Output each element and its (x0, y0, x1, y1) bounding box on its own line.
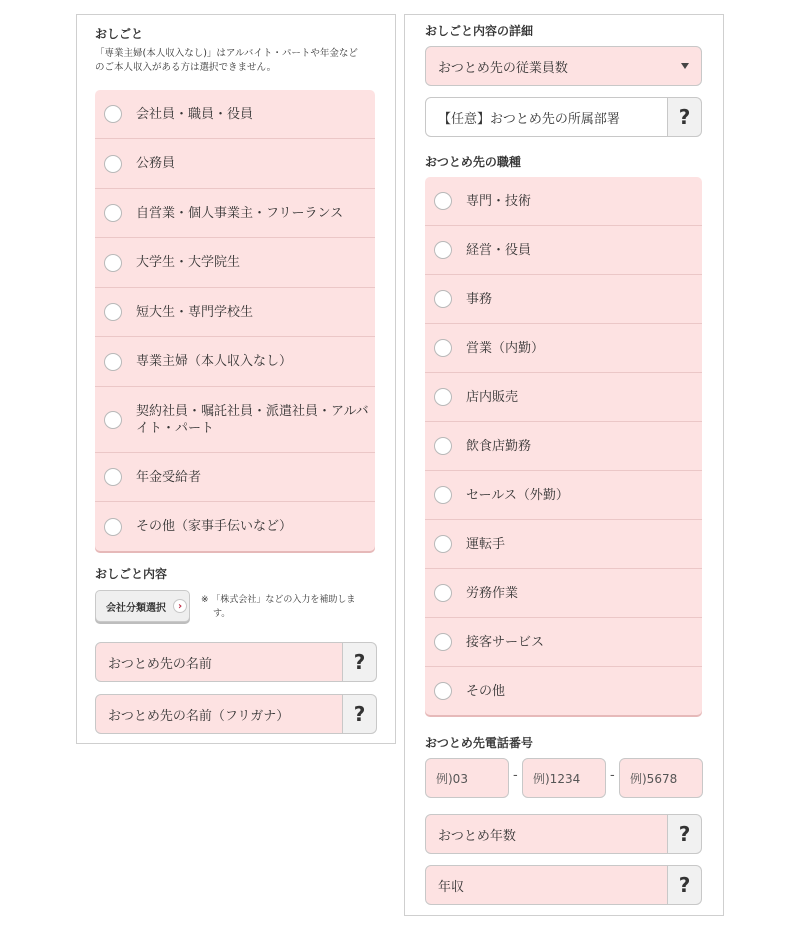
job-details-panel (404, 14, 724, 916)
radio-button[interactable] (104, 105, 122, 123)
job-type-radio-group (425, 177, 702, 715)
radio-button[interactable] (104, 155, 122, 173)
radio-button[interactable] (434, 388, 452, 406)
occupation-title: おしごと (95, 27, 144, 41)
radio-button[interactable] (434, 633, 452, 651)
company-note (201, 593, 387, 621)
occupation-option[interactable] (95, 90, 375, 139)
phone-prefix-input[interactable]: 例)1234 (522, 758, 606, 798)
job-type-option-label: その他 (466, 683, 506, 699)
help-icon[interactable]: ? (668, 97, 702, 137)
job-type-option-label: セールス（外勤） (466, 487, 569, 503)
job-type-option-label: 店内販売 (466, 389, 519, 405)
job-type-option-label: 労務作業 (466, 585, 519, 601)
occupation-note (95, 47, 385, 75)
job-type-option[interactable] (425, 324, 702, 373)
radio-button[interactable] (434, 682, 452, 700)
department-field (425, 97, 702, 137)
years-employed-field (425, 814, 702, 854)
company-note-line1: ※ 「株式会社」などの入力を補助しま (201, 595, 356, 605)
job-type-option[interactable] (425, 667, 702, 715)
radio-button[interactable] (104, 254, 122, 272)
radio-button[interactable] (434, 290, 452, 308)
occupation-option-label: 大学生・大学院生 (136, 255, 241, 270)
job-type-option[interactable] (425, 569, 702, 618)
help-icon[interactable]: ? (668, 865, 702, 905)
occupation-option-label: 年金受給者 (136, 469, 202, 485)
radio-button[interactable] (104, 303, 122, 321)
radio-button[interactable] (434, 535, 452, 553)
phone-separator: - (610, 768, 615, 783)
details-title: おしごと内容の詳細 (425, 24, 534, 38)
dropdown-arrow-icon (681, 63, 689, 69)
phone-line-input[interactable]: 例)5678 (619, 758, 703, 798)
radio-button[interactable] (104, 518, 122, 536)
radio-button[interactable] (104, 468, 122, 486)
radio-button[interactable] (434, 584, 452, 602)
occupation-option-label: 契約社員・嘱託社員・派遣社員・アルバイト・パート (136, 403, 369, 436)
job-type-title: おつとめ先の職種 (425, 155, 521, 169)
department-input[interactable]: 【任意】おつとめ先の所属部署 (425, 97, 668, 137)
occupation-option-label: 自営業・個人事業主・フリーランス (136, 205, 344, 221)
job-type-option-label: 経営・役員 (466, 242, 532, 258)
job-type-option[interactable] (425, 226, 702, 275)
radio-button[interactable] (434, 192, 452, 210)
occupation-option-label: 短大生・専門学校生 (136, 304, 254, 320)
occupation-option-label: その他（家事手伝いなど） (136, 519, 293, 534)
job-type-option[interactable] (425, 520, 702, 569)
occupation-option-label: 会社員・職員・役員 (136, 106, 254, 122)
radio-button[interactable] (104, 353, 122, 371)
job-type-option[interactable] (425, 618, 702, 667)
phone-title: おつとめ先電話番号 (425, 736, 533, 750)
occupation-note-line1: 「専業主婦(本人収入なし)」はアルバイト・パートや年金など (95, 48, 358, 59)
help-icon[interactable]: ? (343, 694, 377, 734)
company-note-line2: す。 (213, 609, 231, 619)
job-content-title: おしごと内容 (95, 567, 168, 581)
radio-button[interactable] (434, 437, 452, 455)
occupation-option[interactable] (95, 189, 375, 238)
occupation-option[interactable] (95, 288, 375, 337)
years-employed-input[interactable]: おつとめ年数 (425, 814, 668, 854)
occupation-option[interactable] (95, 387, 375, 453)
employer-kana-field (95, 694, 377, 734)
employer-name-field (95, 642, 377, 682)
job-type-option[interactable] (425, 177, 702, 226)
company-category-label: 会社分類選択 (106, 602, 166, 614)
occupation-radio-group (95, 90, 375, 551)
radio-button[interactable] (434, 486, 452, 504)
occupation-option[interactable] (95, 337, 375, 387)
occupation-note-line2: のご本人収入がある方は選択できません。 (95, 62, 277, 73)
radio-button[interactable] (104, 411, 122, 429)
phone-separator: - (513, 768, 518, 783)
radio-button[interactable] (104, 204, 122, 222)
employer-name-input[interactable]: おつとめ先の名前 (95, 642, 343, 682)
chevron-right-icon: › (173, 599, 187, 613)
company-category-button[interactable] (95, 590, 190, 622)
job-type-option[interactable] (425, 422, 702, 471)
occupation-option[interactable] (95, 139, 375, 189)
job-type-option[interactable] (425, 275, 702, 324)
radio-button[interactable] (434, 339, 452, 357)
employees-select-value: おつとめ先の従業員数 (438, 60, 568, 76)
help-icon[interactable]: ? (343, 642, 377, 682)
occupation-panel (76, 14, 396, 744)
employer-kana-input[interactable]: おつとめ先の名前（フリガナ） (95, 694, 343, 734)
phone-area-code-input[interactable]: 例)03 (425, 758, 509, 798)
job-type-option-label: 専門・技術 (466, 193, 532, 209)
annual-income-field (425, 865, 702, 905)
employees-select-box[interactable] (425, 46, 702, 86)
job-type-option-label: 接客サービス (466, 634, 545, 650)
job-type-option-label: 運転手 (466, 536, 506, 552)
annual-income-input[interactable]: 年収 (425, 865, 668, 905)
occupation-option[interactable] (95, 502, 375, 551)
occupation-option-label: 公務員 (136, 156, 176, 171)
radio-button[interactable] (434, 241, 452, 259)
job-type-option-label: 飲食店勤務 (466, 438, 532, 454)
occupation-option[interactable] (95, 453, 375, 502)
occupation-option[interactable] (95, 238, 375, 288)
job-type-option[interactable] (425, 373, 702, 422)
employees-select[interactable] (425, 46, 702, 86)
job-type-option[interactable] (425, 471, 702, 520)
help-icon[interactable]: ? (668, 814, 702, 854)
job-type-option-label: 営業（内勤） (466, 340, 545, 356)
job-type-option-label: 事務 (466, 291, 493, 307)
occupation-option-label: 専業主婦（本人収入なし） (136, 354, 293, 369)
